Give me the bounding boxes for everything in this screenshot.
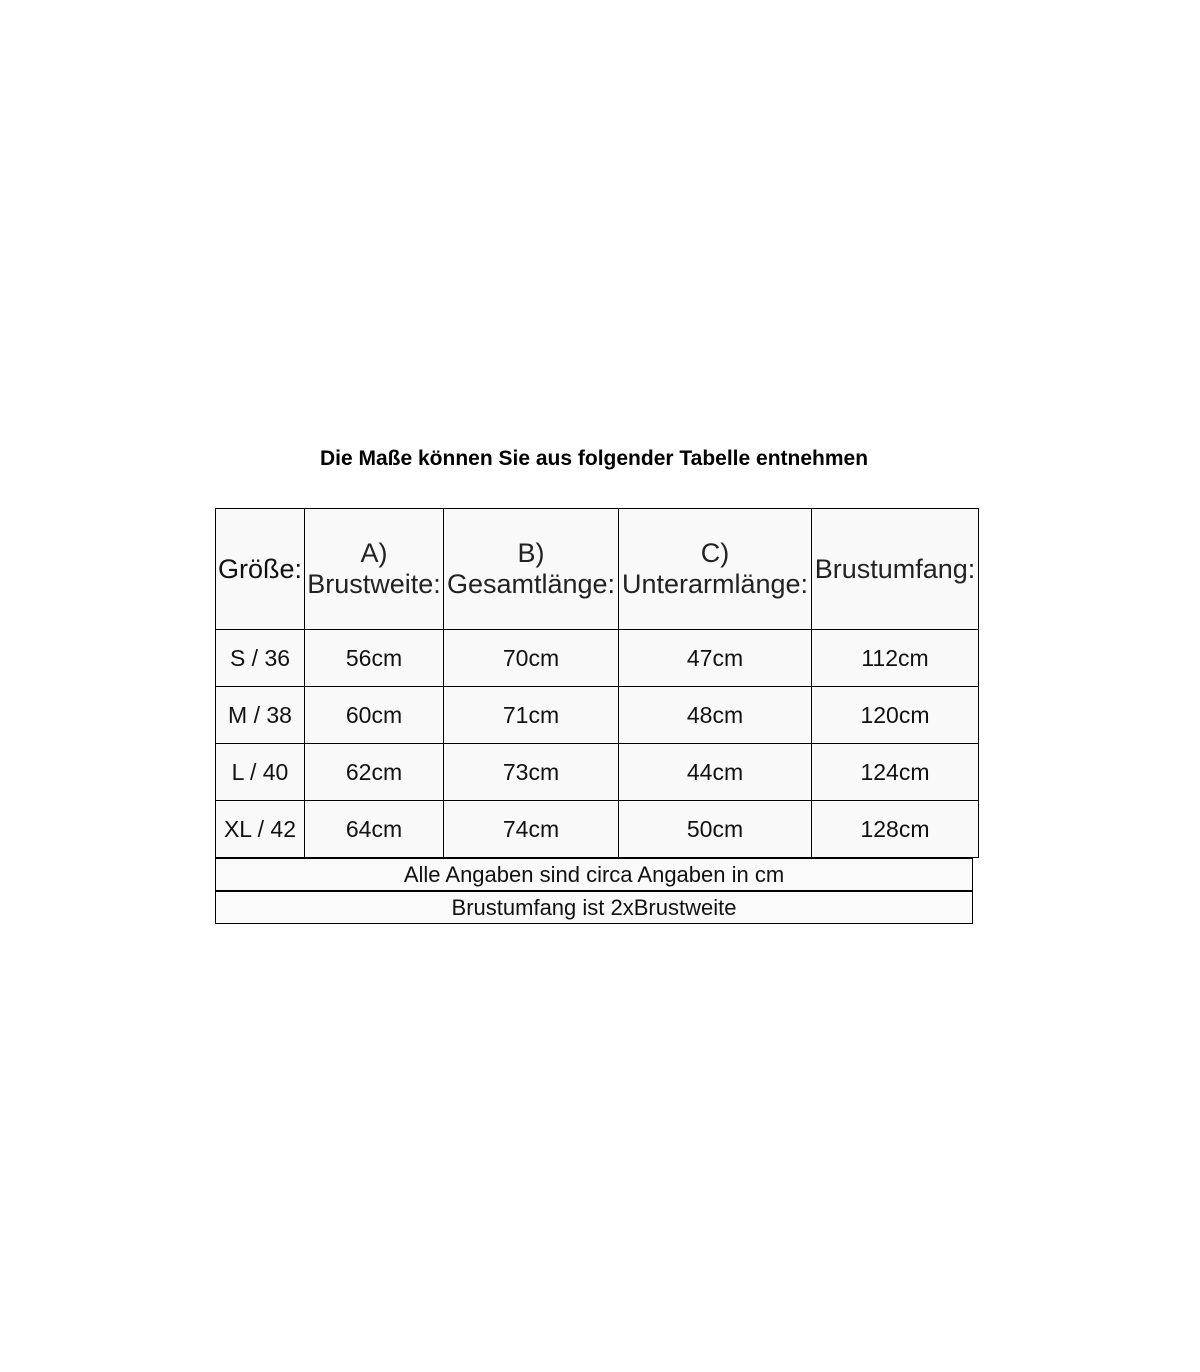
note-approx: Alle Angaben sind circa Angaben in cm — [215, 858, 973, 891]
size-table — [215, 508, 979, 858]
header-length-prefix: B) — [517, 538, 545, 568]
table-row — [216, 687, 979, 744]
header-circumference — [812, 509, 979, 630]
header-length — [444, 509, 619, 630]
cell-arm: 44cm — [619, 744, 812, 801]
header-arm-label: Unterarmlänge: — [621, 569, 809, 599]
header-size — [216, 509, 305, 630]
cell-size: S / 36 — [216, 630, 305, 687]
cell-size: L / 40 — [216, 744, 305, 801]
cell-length: 71cm — [444, 687, 619, 744]
table-header-row — [216, 509, 979, 630]
header-chest-label: Brustweite: — [307, 569, 441, 599]
cell-circumference: 120cm — [812, 687, 979, 744]
page-title: Die Maße können Sie aus folgender Tabelle entnehmen — [319, 447, 869, 470]
cell-length: 74cm — [444, 801, 619, 858]
header-length-label: Gesamtlänge: — [446, 569, 616, 599]
cell-length: 73cm — [444, 744, 619, 801]
cell-chest: 64cm — [305, 801, 444, 858]
cell-length: 70cm — [444, 630, 619, 687]
header-chest-prefix: A) — [360, 538, 388, 568]
cell-circumference: 124cm — [812, 744, 979, 801]
table-row — [216, 630, 979, 687]
table-row — [216, 801, 979, 858]
header-size-label: Größe: — [217, 553, 303, 584]
cell-chest: 56cm — [305, 630, 444, 687]
header-arm — [619, 509, 812, 630]
cell-size: XL / 42 — [216, 801, 305, 858]
table-row — [216, 744, 979, 801]
cell-chest: 60cm — [305, 687, 444, 744]
cell-arm: 50cm — [619, 801, 812, 858]
cell-size: M / 38 — [216, 687, 305, 744]
cell-chest: 62cm — [305, 744, 444, 801]
cell-arm: 47cm — [619, 630, 812, 687]
header-circumference-label: Brustumfang: — [814, 553, 976, 584]
cell-circumference: 128cm — [812, 801, 979, 858]
note-circumference: Brustumfang ist 2xBrustweite — [215, 891, 973, 924]
cell-arm: 48cm — [619, 687, 812, 744]
header-chest — [305, 509, 444, 630]
cell-circumference: 112cm — [812, 630, 979, 687]
header-arm-prefix: C) — [700, 538, 730, 568]
